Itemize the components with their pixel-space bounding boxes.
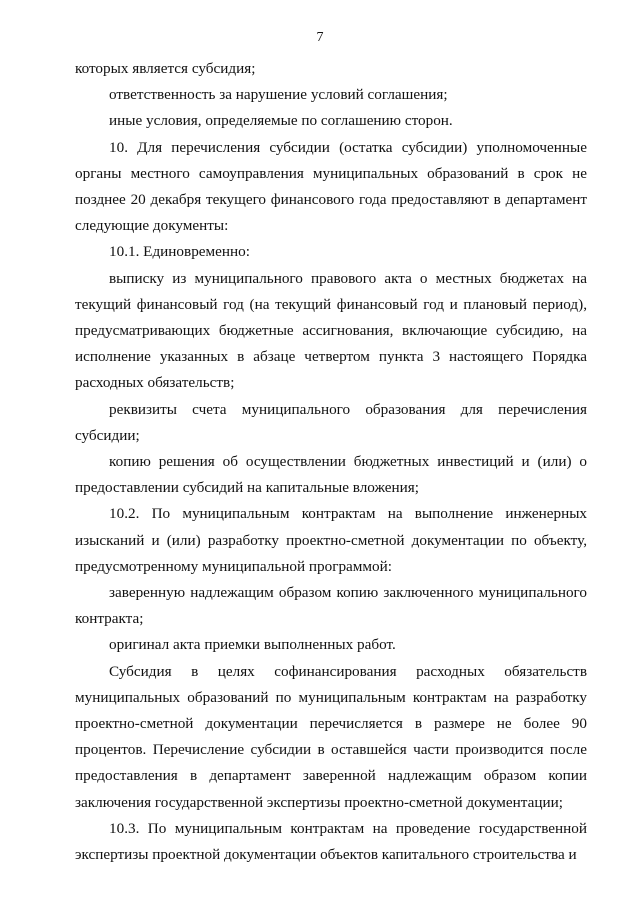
paragraph-contract-copy: заверенную надлежащим образом копию заключенного муниципального контракта; (75, 584, 587, 628)
paragraph-account-details: реквизиты счета муниципального образования для перечисления субсидии; (75, 400, 587, 444)
paragraph-other-conditions: иные условия, определяемые по соглашению сторон. (109, 112, 453, 130)
paragraph-investment-decision: копию решения об осуществлении бюджетных инвестиций и (или) о предоставлении субсидий на капитальные вложения; (75, 453, 587, 497)
paragraph-item-10-1: 10.1. Единовременно: (109, 243, 250, 261)
paragraph-subsidy-recipient-tail: которых является субсидия; (75, 60, 256, 77)
paragraph-cofinancing: Субсидия в целях софинансирования расходных обязательств муниципальных образований по муниципальным контрактам на разработку проектно-сметной документации перечисляется в размере не более 90 процентов. Перечисление субсидии в оставшейся части производится после предоставления в департамент заверенной надлежащим образом копии заключения государственной экспертизы проектно-сметной документации; (75, 662, 587, 811)
paragraph-item-10: 10. Для перечисления субсидии (остатка субсидии) уполномоченные органы местного самоуправления муниципальных образований в срок не позднее 20 декабря текущего финансового года предоставляют в департамент следующие документы: (75, 138, 587, 235)
document-body (75, 56, 587, 868)
paragraph-item-10-2: 10.2. По муниципальным контрактам на выполнение инженерных изысканий и (или) разработку проектно-сметной документации по объекту, предусмотренному муниципальной программой: (75, 505, 587, 575)
paragraph-item-10-3: 10.3. По муниципальным контрактам на проведение государственной экспертизы проектной документации объектов капитального строительства и (75, 819, 587, 864)
page-number: 7 (316, 30, 324, 45)
paragraph-budget-extract: выписку из муниципального правового акта о местных бюджетах на текущий финансовый год (на текущий финансовый год и плановый период), предусматривающих бюджетные ассигнования, включающие субсидию, на исполнение указанных в абзаце четвертом пункта 3 настоящего Порядка расходных обязательств; (75, 269, 587, 392)
paragraph-acceptance-act: оригинал акта приемки выполненных работ. (109, 636, 396, 654)
paragraph-liability: ответственность за нарушение условий соглашения; (109, 86, 448, 104)
